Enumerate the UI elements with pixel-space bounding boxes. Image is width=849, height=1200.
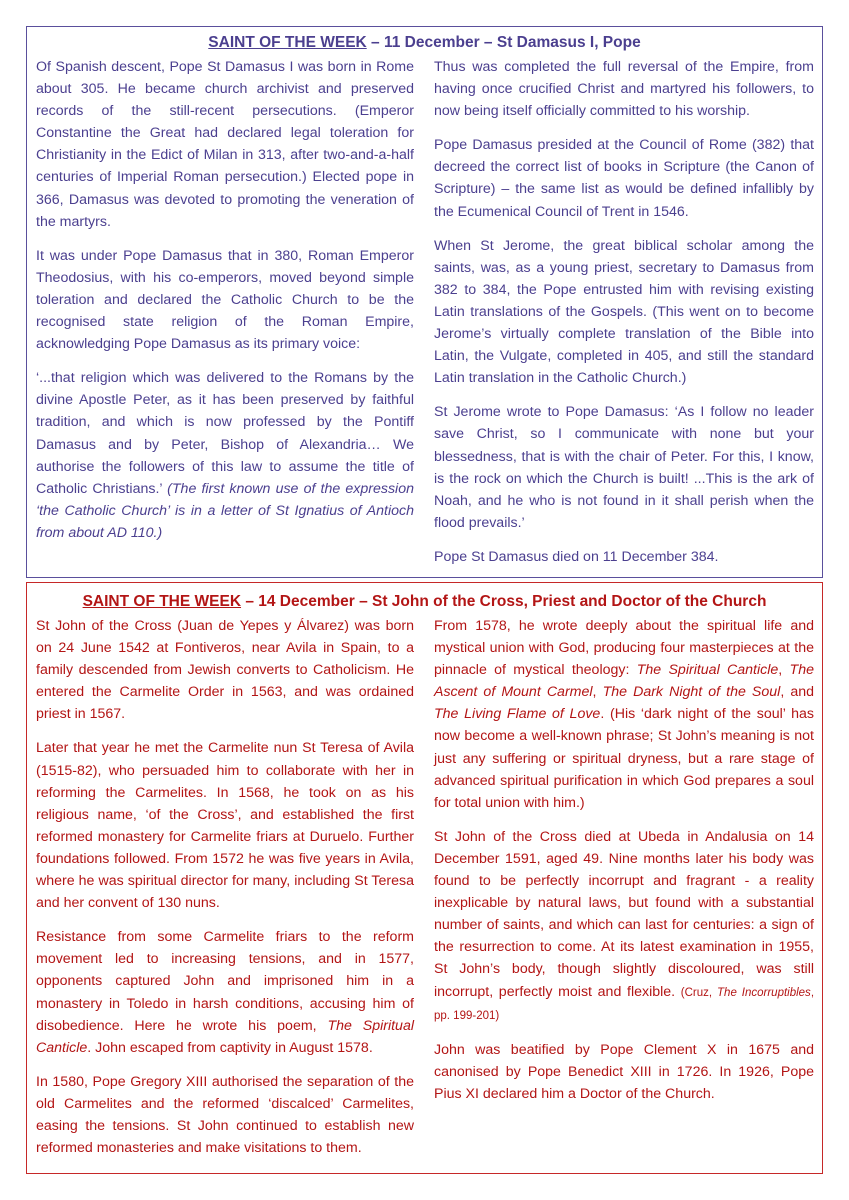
left-column [36, 615, 414, 1171]
heading-title: – 11 December – St Damasus I, Pope [366, 34, 641, 51]
paragraph: Of Spanish descent, Pope St Damasus I was born in Rome about 305. He became church archivist and preserved records of the still-recent persecutions. (Emperor Constantine the Great had declared legal toleration for Christianity in the Edict of Milan in 313, after two-and-a-half centuries of Imperial Roman persecution.) Elected pope in 366, Damasus was devoted to promoting the veneration of the martyrs. [36, 59, 414, 230]
quote-paragraph [36, 367, 414, 544]
text-run: , and [780, 684, 815, 701]
paragraph [434, 826, 814, 1027]
paragraph: St Jerome wrote to Pope Damasus: ‘As I follow no leader save Christ, so I communicate with none but your blessedness, that is with the chair of Peter. For this, I know, is the rock on which the Church is built! ...This is the ark of Noah, and he who is not found in it shall perish when the flood prevails.’ [434, 404, 814, 531]
work-title: The Spiritual Canticle [636, 662, 779, 679]
quote-note: (The first known use of the expression ‘the Catholic Church’ is in a letter of St Ignatius of Antioch from about AD 110.) [36, 480, 414, 541]
heading-label: SAINT OF THE WEEK [82, 593, 242, 610]
paragraph: In 1580, Pope Gregory XIII authorised the separation of the old Carmelites and the reformed ‘discalced’ Carmelites, easing the tensions. St John continued to establish new reformed monasteries and make visitations to them. [36, 1073, 414, 1157]
paragraph [36, 926, 414, 1059]
paragraph: Pope Damasus presided at the Council of Rome (382) that decreed the correct list of books in Scripture (the Canon of Scripture) – the same list as would be defined infallibly by the Ecumenical Council of Trent in 1546. [434, 137, 814, 220]
paragraph [434, 615, 814, 814]
text-run: , pp. 199-201) [434, 986, 815, 1022]
work-title: The Ascent of Mount Carmel [434, 662, 814, 701]
paragraph: John was beatified by Pope Clement X in 1675 and canonised by Pope Benedict XIII in 1726. In 1926, Pope Pius XI declared him a Doctor of the Church. [434, 1041, 814, 1102]
paragraph: St John of the Cross (Juan de Yepes y Álvarez) was born on 24 June 1542 at Fontiveros, near Avila in Spain, to a family descended from Jewish converts to Catholicism. He entered the Carmelite Order in 1563, and was ordained priest in 1567. [36, 618, 414, 723]
st-damasus-heading [27, 33, 822, 53]
text-run: , [778, 662, 790, 679]
work-title: The Spiritual Canticle [36, 1017, 414, 1056]
right-column [434, 56, 814, 580]
paragraph: Later that year he met the Carmelite nun St Teresa of Avila (1515-82), who persuaded him to collaborate with her in reforming the Carmelites. In 1568, he took on as his religious name, ‘of the Cross’, and established the first reformed monastery for Carmelite friars at Duruelo. Further foundations followed. From 1572 he was five years in Avila, where he was spiritual director for many, including St Teresa and her convent of 130 nuns. [36, 740, 414, 912]
right-column [434, 615, 814, 1117]
paragraph: Pope St Damasus died on 11 December 384. [434, 548, 719, 565]
st-damasus-box [26, 26, 823, 578]
st-john-box [26, 582, 823, 1174]
heading-label: SAINT OF THE WEEK [208, 34, 367, 51]
text-run: , [592, 684, 603, 701]
left-column [36, 56, 414, 556]
text-run: Resistance from some Carmelite friars to the reform movement led to increasing tensions, and in 1577, opponents captured John and imprisoned him in a monastery in Toledo in harsh conditions, accusing him of disobedience. Here he wrote his poem, [36, 929, 414, 1034]
paragraph: Thus was completed the full reversal of the Empire, from having once crucified Christ and martyred his followers, to now being itself officially committed to his worship. [434, 59, 814, 120]
heading-title: – 14 December – St John of the Cross, Priest and Doctor of the Church [241, 593, 767, 610]
paragraph: It was under Pope Damasus that in 380, Roman Emperor Theodosius, with his co-emperors, moved beyond simple toleration and declared the Catholic Church to be the recognised state religion of the Roman Empire, acknowledging Pope Damasus as its primary voice: [36, 247, 414, 353]
text-run: . John escaped from captivity in August 1578. [87, 1039, 373, 1056]
text-run: St John of the Cross died at Ubeda in Andalusia on 14 December 1591, aged 49. Nine months later his body was found to be perfectly incorrupt and fragrant - a reality inexplicable by natural laws, but found with a substantial number of saints, and which can last for centuries: a sign of the resurrection to come. At its latest examination in 1955, St John’s body, though slightly discoloured, was still incorrupt, perfectly moist and flexible. [434, 828, 814, 1000]
text-run: . (His ‘dark night of the soul’ has now become a well-known phrase; St John’s meaning is not just any suffering or spiritual dryness, but a rare stage of advanced spiritual purification in which God prepares a soul for total union with him.) [434, 706, 814, 811]
work-title: The Incorruptibles [717, 986, 811, 999]
work-title: The Dark Night of the Soul [602, 684, 781, 701]
st-john-heading [27, 592, 822, 612]
work-title: The Living Flame of Love [434, 706, 601, 723]
text-run: (Cruz, [680, 986, 718, 999]
quote: ‘...that religion which was delivered to the Romans by the divine Apostle Peter, as it has been preserved by faithful tradition, and which is now professed by the Pontiff Damasus and by Peter, Bishop of Alexandria… We authorise the followers of this law to assume the title of Catholic Christians.’ [36, 370, 414, 497]
paragraph: When St Jerome, the great biblical scholar among the saints, was, as a young priest, secretary to Damasus from 382 to 384, the Pope entrusted him with revising existing Latin translations of the Gospels. (This went on to become Jerome’s virtually complete translation of the Bible into Latin, the Vulgate, completed in 405, and still the standard Latin translation in the Catholic Church.) [434, 237, 814, 387]
text-run: From 1578, he wrote deeply about the spiritual life and mystical union with God, producing four masterpieces at the pinnacle of mystical theology: [434, 618, 814, 679]
